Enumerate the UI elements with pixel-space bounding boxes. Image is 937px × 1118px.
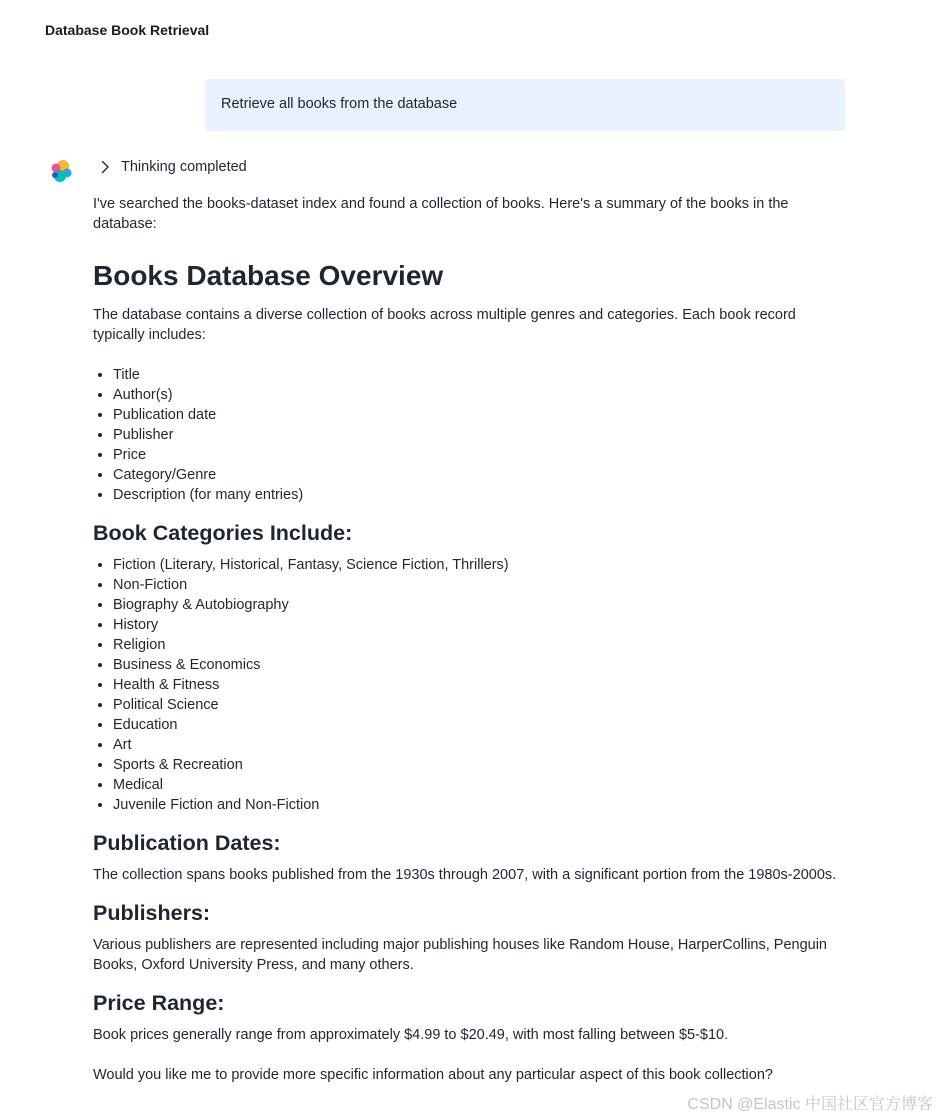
price-heading: Price Range: [93, 991, 225, 1015]
list-item: • History [113, 615, 845, 635]
categories-list [93, 555, 845, 815]
list-item: • Juvenile Fiction and Non-Fiction [113, 795, 845, 815]
list-item: • Art [113, 735, 845, 755]
list-item: • Medical [113, 775, 845, 795]
user-message-text: Retrieve all books from the database [221, 96, 458, 112]
page-title: Database Book Retrieval [45, 22, 210, 38]
list-item: • Sports & Recreation [113, 755, 845, 775]
thinking-toggle[interactable] [96, 157, 247, 177]
elastic-logo-icon [48, 157, 76, 185]
dates-heading: Publication Dates: [93, 831, 281, 855]
dates-text: The collection spans books published from the 1930s through 2007, with a significant portion from the 1980s-2000s. [93, 867, 837, 883]
publishers-text: Various publishers are represented including major publishing houses like Random House, HarperCollins, Penguin Books, Oxford University Press, and many others. [93, 937, 827, 973]
overview-heading: Books Database Overview [93, 260, 444, 291]
watermark: CSDN @Elastic 中国社区官方博客 [687, 1096, 933, 1113]
list-item: • Title [113, 365, 845, 385]
chevron-right-icon [96, 158, 114, 176]
user-message-bubble [205, 79, 845, 131]
followup-text: Would you like me to provide more specific information about any particular aspect of this book collection? [93, 1067, 773, 1083]
list-item: • Author(s) [113, 385, 845, 405]
list-item: • Price [113, 445, 845, 465]
categories-heading: Book Categories Include: [93, 521, 353, 545]
assistant-response [93, 194, 845, 1085]
list-item: • Biography & Autobiography [113, 595, 845, 615]
list-item: • Health & Fitness [113, 675, 845, 695]
list-item: • Education [113, 715, 845, 735]
list-item: • Business & Economics [113, 655, 845, 675]
list-item: • Religion [113, 635, 845, 655]
price-text: Book prices generally range from approximately $4.99 to $20.49, with most falling between $5-$10. [93, 1027, 729, 1043]
publishers-heading: Publishers: [93, 901, 211, 925]
intro-text: I've searched the books-dataset index and found a collection of books. Here's a summary of the books in the database: [93, 196, 789, 232]
list-item: • Political Science [113, 695, 845, 715]
list-item: • Category/Genre [113, 465, 845, 485]
list-item: • Publication date [113, 405, 845, 425]
record-fields-list [93, 365, 845, 505]
list-item: • Publisher [113, 425, 845, 445]
list-item: • Non-Fiction [113, 575, 845, 595]
overview-text: The database contains a diverse collection of books across multiple genres and categories. Each book record typically includes: [93, 307, 796, 343]
list-item: • Description (for many entries) [113, 485, 845, 505]
list-item: • Fiction (Literary, Historical, Fantasy, Science Fiction, Thrillers) [113, 555, 845, 575]
thinking-label: Thinking completed [121, 159, 247, 175]
